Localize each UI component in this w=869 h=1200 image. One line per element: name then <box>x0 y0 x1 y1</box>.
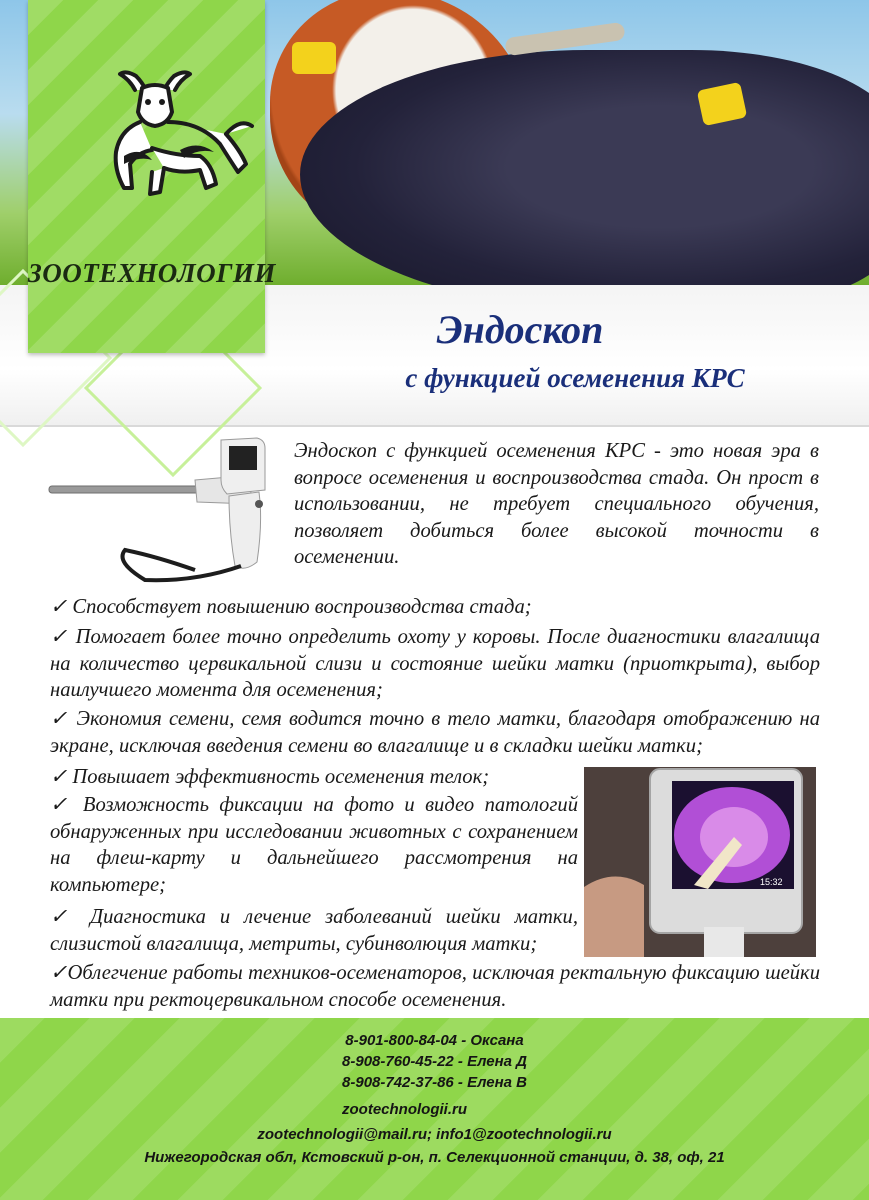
bull-icon <box>80 60 260 205</box>
brand-logo <box>28 0 276 353</box>
intro-paragraph: Эндоскоп с функцией осеменения КРС - это новая эра в вопросе осеменения и воспроизводства стада. Он прост в использовании, не требует специального обучения, позволяет добиться более высокой точности в осеменении. <box>294 440 819 568</box>
brand-name: ЗООТЕХНОЛОГИИ <box>28 258 276 288</box>
feature-item: ✓ Возможность фиксации на фото и видео патологий обнаруженных при исследовании животных с сохранением на флеш-карту и дальнейшего рассмотрения на компьютере; <box>50 794 578 896</box>
endoscope-device-image <box>45 432 275 592</box>
feature-item: ✓ Экономия семени, семя водится точно в тело матки, благодаря отображению на экране, исключая введения семени во влагалище и в складки шейки матки; <box>50 708 820 757</box>
phone-contact[interactable]: 8-908-760-45-22 - Елена Д <box>342 1053 527 1070</box>
feature-item: ✓ Диагностика и лечение заболеваний шейки матки, слизистой влагалища, метриты, субинволюция матки; <box>50 906 578 955</box>
feature-item: ✓ Повышает эффективность осеменения телок; <box>50 766 490 788</box>
black-cow-head <box>300 50 869 285</box>
page-subtitle: с функцией осеменения КРС <box>405 363 745 393</box>
device-screen-image <box>584 767 816 957</box>
device-in-use-photo <box>584 767 816 957</box>
feature-item: ✓ Помогает более точно определить охоту у коровы. После диагностики влагалища на количество цервикальной слизи и состояние шейки матки (приоткрыта), выбор наилучшего момента для осеменения; <box>50 626 820 701</box>
phone-contact[interactable]: 8-908-742-37-86 - Елена В <box>342 1074 527 1091</box>
email-contacts[interactable]: zootechnologii@mail.ru; info1@zootechnologii.ru <box>257 1126 612 1143</box>
contact-footer <box>0 1018 869 1200</box>
website-link[interactable]: zootechnologii.ru <box>342 1101 467 1118</box>
page-title: Эндоскоп <box>436 307 604 352</box>
ear-tag <box>292 42 336 74</box>
postal-address: Нижегородская обл, Кстовский р-он, п. Селекционной станции, д. 38, оф, 21 <box>144 1149 725 1166</box>
screen-time: 15:32 <box>760 877 783 887</box>
feature-item: ✓Облегчение работы техников-осеменаторов, исключая ректальную фиксацию шейки матки при ректоцервикальном способе осеменения. <box>50 962 820 1011</box>
phone-contact[interactable]: 8-901-800-84-04 - Оксана <box>345 1032 524 1049</box>
feature-item: ✓ Способствует повышению воспроизводства стада; <box>50 596 532 618</box>
